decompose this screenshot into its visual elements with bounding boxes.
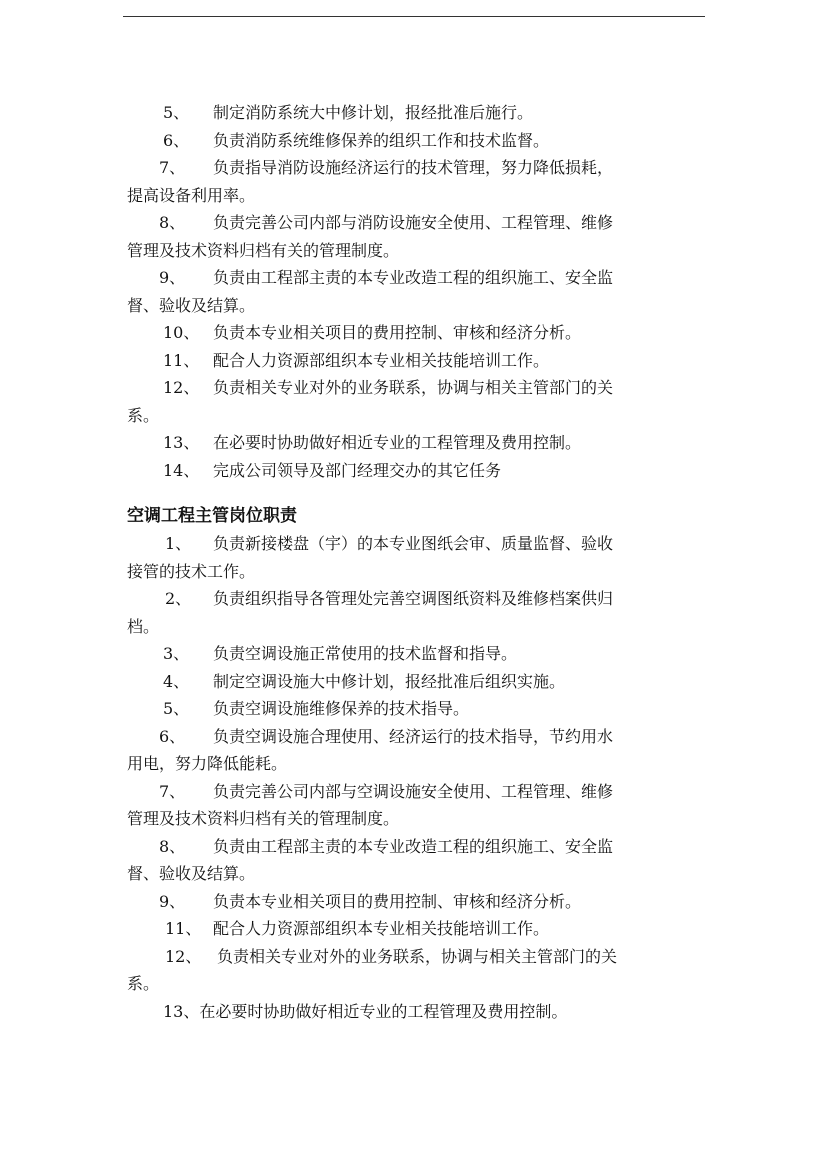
item-text: 负责由工程部主责的本专业改造工程的组织施工、安全监 <box>213 268 614 287</box>
item-number: 6、 <box>163 130 190 150</box>
item-number: 13、 <box>163 433 200 452</box>
item-text: 完成公司领导及部门经理交办的其它任务 <box>213 460 502 480</box>
list-item <box>127 209 689 237</box>
list-item <box>127 154 689 182</box>
item-text: 在必要时协助做好相近专业的工程管理及费用控制。 <box>213 433 582 452</box>
item-text: 负责完善公司内部与消防设施安全使用、工程管理、维修 <box>213 213 614 232</box>
item-number: 8、 <box>159 836 186 856</box>
list-item <box>127 429 689 457</box>
item-continuation: 提高设备利用率。 <box>127 185 256 205</box>
item-text: 负责本专业相关项目的费用控制、审核和经济分析。 <box>213 891 582 911</box>
item-continuation: 接管的技术工作。 <box>127 561 256 581</box>
section-spacer <box>127 484 689 502</box>
item-text: 配合人力资源部组织本专业相关技能培训工作。 <box>213 919 550 938</box>
item-number: 11、 <box>165 919 202 938</box>
item-text: 负责空调设施合理使用、经济运行的技术指导，节约用水 <box>213 726 614 746</box>
item-number: 14、 <box>163 460 200 480</box>
item-number: 7、 <box>159 158 186 177</box>
document-body <box>127 99 689 1025</box>
list-item <box>127 319 689 347</box>
item-text: 在必要时协助做好相近专业的工程管理及费用控制。 <box>199 1001 568 1021</box>
item-text: 负责相关专业对外的业务联系，协调与相关主管部门的关 <box>213 378 614 397</box>
item-number: 6、 <box>159 726 186 746</box>
list-item <box>127 915 689 943</box>
item-number: 8、 <box>159 213 186 232</box>
list-item <box>127 374 689 402</box>
item-text: 负责由工程部主责的本专业改造工程的组织施工、安全监 <box>213 836 614 856</box>
list-item <box>127 530 689 558</box>
list-item <box>127 640 689 668</box>
item-text: 制定消防系统大中修计划，报经批准后施行。 <box>213 103 534 122</box>
list-item <box>127 833 689 861</box>
item-number: 5、 <box>163 103 190 122</box>
list-item <box>127 127 689 155</box>
item-text: 负责指导消防设施经济运行的技术管理，努力降低损耗， <box>213 158 614 177</box>
item-text: 制定空调设施大中修计划，报经批准后组织实施。 <box>213 671 566 691</box>
item-text: 负责本专业相关项目的费用控制、审核和经济分析。 <box>213 323 582 342</box>
list-item <box>127 457 689 485</box>
item-number: 5、 <box>163 699 190 718</box>
item-continuation: 管理及技术资料归档有关的管理制度。 <box>127 809 400 828</box>
item-continuation: 管理及技术资料归档有关的管理制度。 <box>127 240 400 260</box>
item-text: 负责完善公司内部与空调设施安全使用、工程管理、维修 <box>213 781 614 801</box>
section-heading: 空调工程主管岗位职责 <box>127 506 297 526</box>
item-continuation: 档。 <box>127 616 160 636</box>
item-text: 负责相关专业对外的业务联系，协调与相关主管部门的关 <box>217 946 618 966</box>
list-item <box>127 668 689 696</box>
item-number: 10、 <box>163 323 200 342</box>
list-item <box>127 888 689 916</box>
item-number: 7、 <box>159 781 186 801</box>
item-number: 12、 <box>163 378 200 397</box>
item-number: 9、 <box>159 891 186 911</box>
section-ac-duties <box>127 502 689 1025</box>
item-number: 1、 <box>165 534 192 553</box>
item-text: 负责空调设施维修保养的技术指导。 <box>213 699 470 718</box>
list-item <box>127 998 689 1026</box>
item-continuation: 系。 <box>127 974 160 993</box>
item-continuation: 督、验收及结算。 <box>127 864 256 883</box>
list-item <box>127 695 689 723</box>
item-number: 4、 <box>163 671 190 691</box>
item-text: 配合人力资源部组织本专业相关技能培训工作。 <box>213 350 550 370</box>
item-number: 9、 <box>159 268 186 287</box>
item-text: 负责空调设施正常使用的技术监督和指导。 <box>213 644 518 663</box>
item-number: 11、 <box>163 350 200 370</box>
item-number: 12、 <box>165 946 202 966</box>
item-continuation: 督、验收及结算。 <box>127 295 256 315</box>
item-continuation: 系。 <box>127 405 160 425</box>
header-rule <box>123 16 705 17</box>
item-text: 负责新接楼盘（宇）的本专业图纸会审、质量监督、验收 <box>213 534 614 553</box>
item-text: 负责组织指导各管理处完善空调图纸资料及维修档案供归 <box>213 589 614 608</box>
section-fire-duties <box>127 99 689 484</box>
item-number: 2、 <box>165 589 192 608</box>
list-item <box>127 347 689 375</box>
item-text: 负责消防系统维修保养的组织工作和技术监督。 <box>213 130 550 150</box>
list-item <box>127 723 689 751</box>
list-item <box>127 99 689 127</box>
item-continuation: 用电，努力降低能耗。 <box>127 754 288 773</box>
list-item <box>127 778 689 806</box>
item-number: 3、 <box>163 644 190 663</box>
item-number: 13、 <box>163 1001 200 1021</box>
list-item <box>127 264 689 292</box>
list-item <box>127 943 689 971</box>
list-item <box>127 585 689 613</box>
